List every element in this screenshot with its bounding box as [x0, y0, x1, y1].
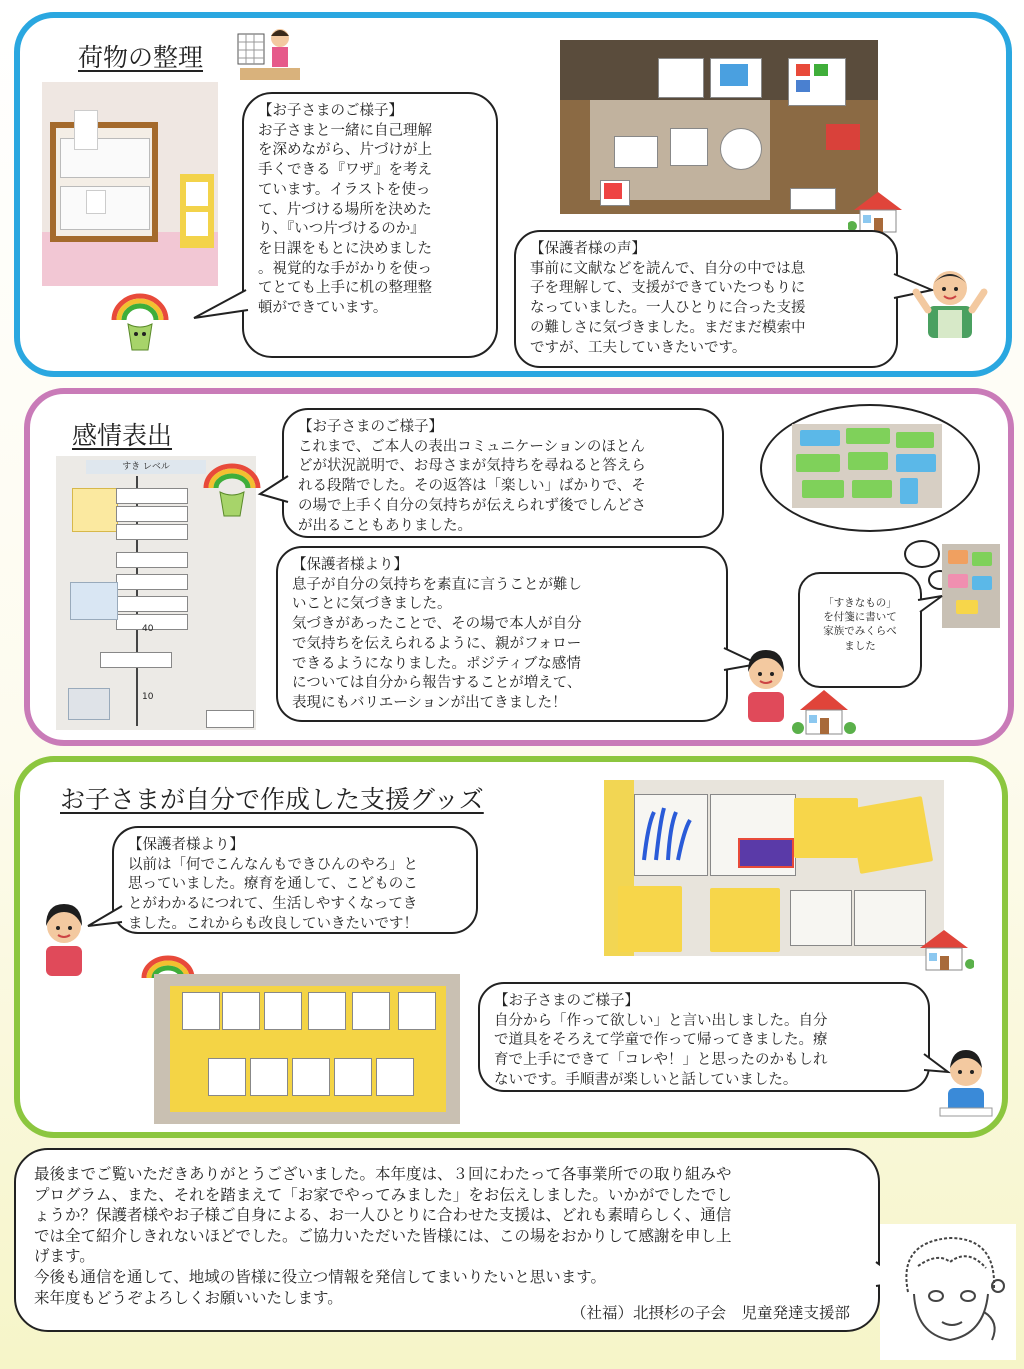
bubble-heading: 【お子さまのご様子】: [258, 103, 403, 119]
boy-writing-illustration: [936, 1042, 996, 1118]
handmade-cards-photo: [604, 780, 944, 956]
father-illustration: [908, 262, 992, 338]
bubble-body: 事前に文献などを読んで、自分の中では息 子を理解して、支援ができていたつもりに なっていました。一人ひとりに合った支援 の難しさに気づきました。まだまだ模索中 ですが、工夫していきたいです。: [530, 260, 806, 356]
child-status-bubble: [478, 982, 930, 1092]
section-organizing-belongings: [14, 12, 1012, 377]
section-self-made-support-goods: [14, 756, 1008, 1138]
house-icon: [792, 688, 856, 736]
chart-top-label: すき レベル: [86, 460, 206, 474]
parent-feedback-bubble: [276, 546, 728, 722]
section-title: 荷物の整理: [78, 43, 204, 72]
signature: （社福）北摂杉の子会 児童発達支援部: [570, 1304, 850, 1323]
section-title: 感情表出: [72, 421, 173, 450]
bubble-heading: 【お子さまのご様子】: [298, 419, 443, 435]
rainbow-tree-character-icon: [108, 290, 172, 354]
family-sticky-board-photo: [942, 544, 1000, 628]
shelf-photo: [42, 82, 218, 286]
house-icon: [914, 928, 974, 972]
mother-illustration: [738, 642, 794, 722]
thought-dot: [904, 540, 940, 568]
section-emotional-expression: [24, 388, 1014, 746]
sticky-notes-photo: [792, 424, 942, 508]
calendar-girl-illustration: [236, 24, 304, 82]
chart-mark-10: 10: [142, 692, 154, 702]
procedure-board-photo: [154, 974, 460, 1124]
parent-voice-bubble: [514, 230, 898, 368]
family-note-bubble: [798, 572, 922, 688]
closing-message-box: [14, 1148, 880, 1332]
staff-portrait-sketch: [878, 1222, 1018, 1362]
chart-mark-40: 40: [142, 624, 154, 634]
rainbow-tree-character-icon: [202, 460, 262, 520]
bubble-body: お子さまと一緒に自己理解 を深めながら、片づけが上 手くできる『ワザ』を考え ています。イラストを使っ て、片づける場所を決めた り、『いつ片づけるのか』 を日課をもとに決めました 。視覚的な手がかりを使っ てとても上手に机の整理整 頓ができています。: [258, 122, 432, 317]
bubble-body: 自分から「作って欲しい」と言い出しました。自分 で道具をそろえて学童で作って帰ってきました。療 育で上手にできて「コレや！」と思ったのかもしれ ないです。手順書が楽しいと話していました。: [494, 1012, 828, 1088]
bubble-body: これまで、ご本人の表出コミュニケーションのほとん どが状況説明で、お母さまが気持ちを尋ねると答えら れる段階でした。その返答は「楽しい」ばかりで、そ の場で上手く自分の気持ちが伝えられず後でしんどさ が出ることもありました。: [298, 438, 646, 534]
bubble-heading: 【保護者様より】: [292, 557, 408, 573]
bubble-heading: 【保護者様の声】: [530, 241, 646, 257]
bubble-tail: [190, 288, 250, 328]
child-status-bubble: [282, 408, 724, 538]
section-title: お子さまが自分で作成した支援グッズ: [60, 785, 484, 814]
mother-illustration: [36, 896, 92, 976]
parent-feedback-bubble: [112, 826, 478, 934]
bubble-body: 息子が自分の気持ちを素直に言うことが難し いことに気づきました。 気づきがあったことで、その場で本人が自分 で気持ちを伝えられるように、親がフォロー できるようになりました。ポジティブな感情 については自分から報告することが増えて、 表現にもバリエーションが出てきました！: [292, 576, 582, 712]
closing-message: 最後までご覧いただきありがとうございました。本年度は、３回にわたって各事業所での取り組みや プログラム、また、それを踏まえて「お家でやってみました」をお伝えしました。いかがでしたでし ょうか？保護者様やお子様ご自身による、お一人ひとりに合わせた支援は、どれも素晴らしく、通信 では全て紹介しきれないほどでした。ご協力いただいた皆様には、この場をおかりして感謝を申し上 げます。 今後も通信を通して、地域の皆様に役立つ情報を発信してまいりたいと思います。 来年度もどうぞよろしくお願いいたします。: [34, 1165, 732, 1307]
desk-organizing-photo: [560, 40, 878, 214]
house-icon: [848, 190, 908, 234]
bubble-heading: 【お子さまのご様子】: [494, 993, 639, 1009]
bubble-body: 以前は「何でこんなんもできひんのやろ」と 思っていました。療育を通して、こどものこ とがわかるにつれて、生活しやすくなってき ました。これからも改良していきたいです！: [128, 856, 418, 932]
bubble-tail: [916, 594, 946, 618]
hand-drawing: [638, 804, 698, 864]
note-text: 「すきなもの」 を付箋に書いて 家族でみくらべ ました: [823, 597, 897, 652]
bubble-heading: 【保護者様より】: [128, 837, 244, 853]
bubble-tail: [256, 472, 290, 512]
child-status-bubble: [242, 92, 498, 358]
